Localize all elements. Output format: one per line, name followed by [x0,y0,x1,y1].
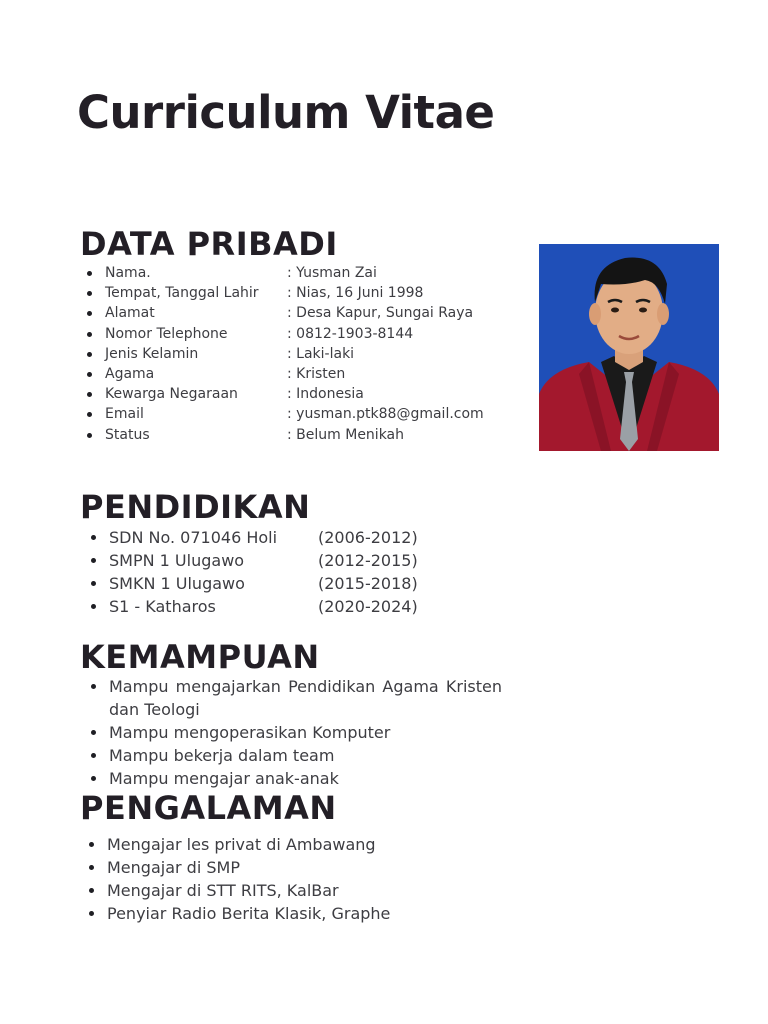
school-name: SMKN 1 Ulugawo [109,574,245,593]
list-item [105,283,484,303]
list-item: Mengajar di SMP [107,856,390,879]
list-item: Penyiar Radio Berita Klasik, Graphe [107,904,391,923]
list-item [105,425,484,445]
section-title-pendidikan: PENDIDIKAN [80,488,311,526]
field-value: : Nias, 16 Juni 1998 [287,285,424,302]
field-label: Nama. [105,265,151,281]
education-list [109,526,418,618]
page-title: Curriculum Vitae [77,86,495,139]
list-item: Mengajar di STT RITS, KalBar [107,879,390,902]
list-item [109,526,418,549]
list-item: Mengajar les privat di Ambawang [107,833,390,856]
field-value: : Yusman Zai [287,265,377,281]
list-item: Mampu mengajarkan Pendidikan Agama Kristen dan Teologi [109,677,502,719]
school-name: SDN No. 071046 Holi [109,528,278,547]
school-name: S1 - Katharos [109,597,216,616]
field-label: Kewarga Negaraan [105,386,238,403]
list-item: Mampu bekerja dalam team [109,744,502,767]
list-item [105,384,484,404]
field-value: : Belum Menikah [287,426,405,443]
field-label: Status [105,426,150,443]
list-item: Mampu mengajar anak-anak [109,767,502,790]
list-item [109,572,418,595]
list-item [109,549,418,572]
field-value: : Laki-laki [287,345,355,362]
field-label: Jenis Kelamin [105,345,199,362]
school-years: (2020-2024) [318,597,418,616]
list-item [105,263,484,283]
school-name: SMPN 1 Ulugawo [109,551,245,570]
experience-list [107,833,390,925]
field-label: Email [105,406,144,423]
profile-photo [539,244,719,451]
section-title-data-pribadi: DATA PRIBADI [80,225,338,263]
section-title-pengalaman: PENGALAMAN [80,789,337,827]
list-item: Mampu mengoperasikan Komputer [109,721,502,744]
list-item [105,344,484,364]
school-years: (2015-2018) [318,574,418,593]
list-item [105,404,484,424]
section-title-kemampuan: KEMAMPUAN [80,638,320,676]
list-item [105,324,484,344]
field-label: Alamat [105,305,155,322]
field-label: Agama [105,365,155,382]
field-value: : Kristen [287,365,346,382]
list-item [105,364,484,384]
school-years: (2006-2012) [318,528,418,547]
list-item [109,595,418,618]
school-years: (2012-2015) [318,551,418,570]
portrait-illustration [539,244,719,451]
list-item [105,303,484,323]
personal-data-list [105,263,484,445]
field-value: : Indonesia [287,386,364,403]
field-label: Tempat, Tanggal Lahir [105,285,259,302]
field-value: : yusman.ptk88@gmail.com [287,406,484,423]
field-label: Nomor Telephone [105,325,228,342]
skills-list [109,675,502,790]
field-value: : 0812-1903-8144 [287,325,414,342]
field-value: : Desa Kapur, Sungai Raya [287,305,474,322]
